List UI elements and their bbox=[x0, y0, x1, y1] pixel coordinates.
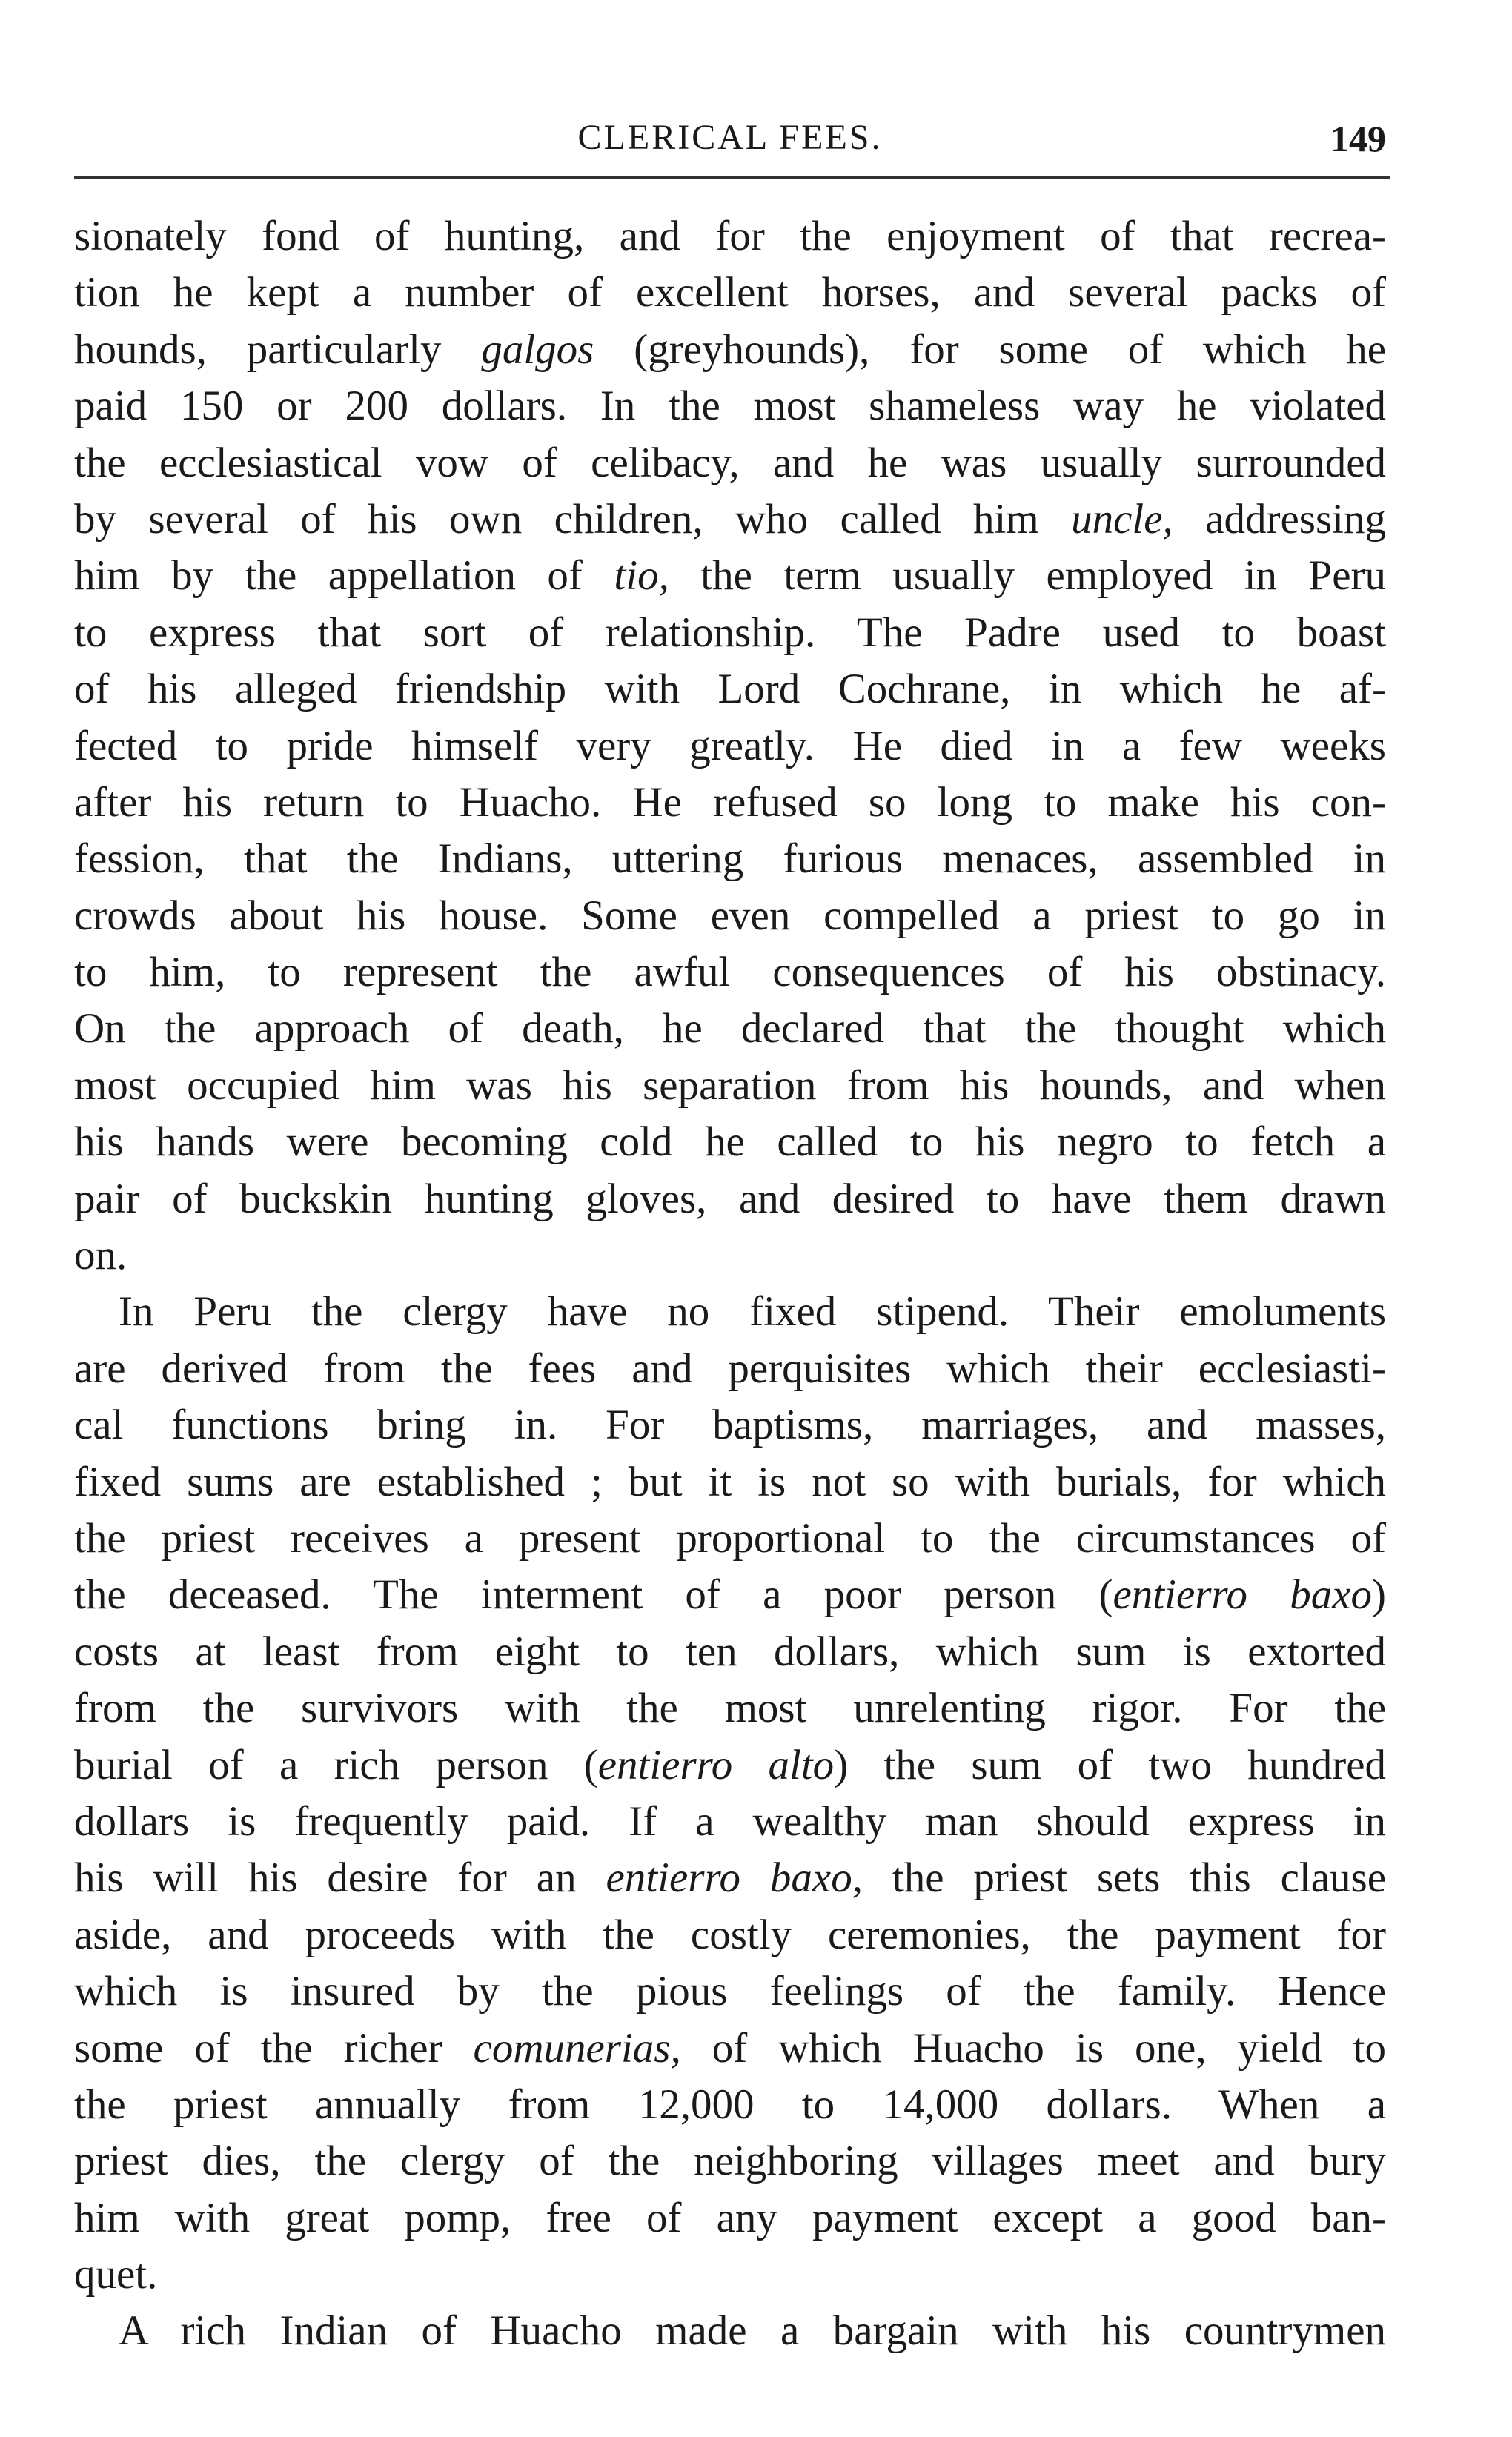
text-line bbox=[74, 1284, 1386, 1340]
text-line bbox=[74, 2190, 1386, 2247]
text-segment: of his alleged friendship with Lord Cochrane, in which he af- bbox=[74, 666, 1386, 713]
text-segment: to him, to represent the awful consequences of his obstinacy. bbox=[74, 949, 1386, 996]
text-segment: dollars is frequently paid. If a wealthy man should express in bbox=[74, 1797, 1386, 1845]
text-segment: sionately fond of hunting, and for the enjoyment of that recrea- bbox=[74, 213, 1386, 259]
text-line bbox=[74, 1511, 1386, 1567]
text-segment: cal functions bring in. For baptisms, marriages, and masses, bbox=[74, 1402, 1386, 1449]
text-line bbox=[74, 2247, 1386, 2303]
text-segment: to express that sort of relationship. The Padre used to boast bbox=[74, 609, 1386, 656]
text-line bbox=[74, 378, 1386, 434]
page-number: 149 bbox=[1330, 118, 1386, 159]
text-line bbox=[74, 1737, 1386, 1794]
text-segment: On the approach of death, he declared that the thought which bbox=[74, 1005, 1386, 1052]
text-segment: of which Huacho is one, yield to bbox=[680, 2024, 1386, 2072]
text-segment: ) bbox=[1372, 1571, 1386, 1619]
text-line bbox=[74, 1680, 1386, 1737]
text-line bbox=[74, 661, 1386, 717]
text-segment: tion he kept a number of excellent horses, and several packs of bbox=[74, 269, 1386, 316]
italic-term: entierro alto bbox=[597, 1741, 835, 1788]
text-segment: after his return to Huacho. He refused so long to make his con- bbox=[74, 778, 1386, 826]
text-line bbox=[74, 1624, 1386, 1680]
text-line bbox=[74, 1397, 1386, 1453]
header-rule bbox=[74, 176, 1390, 179]
text-line bbox=[74, 944, 1386, 1001]
text-segment: hounds, particularly bbox=[74, 325, 482, 373]
text-segment: fixed sums are established ; but it is not so with burials, for which bbox=[74, 1458, 1386, 1505]
italic-term: comunerias, bbox=[473, 2024, 681, 2072]
text-segment: on. bbox=[74, 1232, 127, 1279]
text-line bbox=[74, 1567, 1386, 1623]
text-line bbox=[74, 1963, 1386, 2020]
text-line bbox=[74, 1454, 1386, 1511]
text-line bbox=[74, 1114, 1386, 1170]
italic-term: entierro baxo bbox=[1113, 1571, 1372, 1619]
text-line bbox=[74, 718, 1386, 775]
text-segment: the deceased. The interment of a poor person ( bbox=[74, 1571, 1113, 1619]
text-segment: ) the sum of two hundred bbox=[834, 1741, 1386, 1788]
text-segment: the priest annually from 12,000 to 14,000 dollars. When a bbox=[74, 2080, 1386, 2128]
text-line bbox=[74, 1850, 1386, 1906]
text-segment: him by the appellation of bbox=[74, 552, 614, 600]
text-segment: some of the richer bbox=[74, 2024, 474, 2072]
text-segment: him with great pomp, free of any payment except a good ban- bbox=[74, 2194, 1386, 2241]
italic-term: entierro baxo, bbox=[606, 1854, 863, 1902]
text-segment: burial of a rich person ( bbox=[74, 1741, 598, 1788]
text-segment: costs at least from eight to ten dollars, which sum is extorted bbox=[74, 1628, 1386, 1675]
text-segment: the priest receives a present proportional to the circumstances of bbox=[74, 1514, 1386, 1562]
text-line bbox=[74, 831, 1386, 887]
text-segment: his will his desire for an bbox=[74, 1854, 606, 1902]
text-segment: aside, and proceeds with the costly ceremonies, the payment for bbox=[74, 1911, 1386, 1958]
text-line bbox=[74, 435, 1386, 491]
text-line bbox=[74, 1058, 1386, 1114]
text-line bbox=[74, 265, 1386, 321]
text-segment: pair of buckskin hunting gloves, and desired to have them drawn bbox=[74, 1175, 1386, 1222]
text-segment: In Peru the clergy have no fixed stipend. Their emoluments bbox=[119, 1288, 1386, 1336]
text-segment: by several of his own children, who called him bbox=[74, 495, 1072, 543]
text-line bbox=[74, 888, 1386, 944]
text-line bbox=[74, 1341, 1386, 1397]
text-line bbox=[74, 1001, 1386, 1057]
text-segment: priest dies, the clergy of the neighboring villages meet and bury bbox=[74, 2138, 1386, 2185]
italic-term: uncle, bbox=[1071, 495, 1173, 543]
text-segment: the priest sets this clause bbox=[862, 1854, 1387, 1902]
text-line bbox=[74, 775, 1386, 831]
page-header bbox=[74, 111, 1386, 163]
text-segment: paid 150 or 200 dollars. In the most shameless way he violated bbox=[74, 382, 1386, 430]
text-segment: most occupied him was his separation from his hounds, and when bbox=[74, 1061, 1386, 1109]
text-line bbox=[74, 2077, 1386, 2133]
running-title: CLERICAL FEES. bbox=[577, 118, 883, 157]
text-segment: his hands were becoming cold he called to his negro to fetch a bbox=[74, 1118, 1386, 1166]
text-segment: the ecclesiastical vow of celibacy, and he was usually surrounded bbox=[74, 439, 1386, 486]
text-line bbox=[74, 548, 1386, 604]
text-segment: (greyhounds), for some of which he bbox=[594, 325, 1386, 373]
text-line bbox=[74, 1907, 1386, 1963]
text-line bbox=[74, 605, 1386, 661]
text-segment: addressing bbox=[1173, 495, 1386, 543]
text-segment: which is insured by the pious feelings of the family. Hence bbox=[74, 1968, 1386, 2015]
text-line bbox=[74, 1227, 1386, 1284]
body-text bbox=[74, 208, 1386, 2360]
text-segment: from the survivors with the most unrelenting rigor. For the bbox=[74, 1685, 1386, 1732]
text-line bbox=[74, 2303, 1386, 2359]
text-line bbox=[74, 2020, 1386, 2077]
text-line bbox=[74, 1794, 1386, 1850]
text-segment: are derived from the fees and perquisites which their ecclesiasti- bbox=[74, 1345, 1386, 1392]
text-line bbox=[74, 1171, 1386, 1227]
text-segment: crowds about his house. Some even compelled a priest to go in bbox=[74, 892, 1386, 939]
italic-term: tio, bbox=[614, 552, 669, 600]
italic-term: galgos bbox=[481, 325, 594, 373]
text-segment: the term usually employed in Peru bbox=[669, 552, 1386, 600]
text-segment: A rich Indian of Huacho made a bargain with his countrymen bbox=[119, 2307, 1386, 2355]
text-line bbox=[74, 208, 1386, 265]
text-line bbox=[74, 491, 1386, 548]
text-segment: quet. bbox=[74, 2251, 158, 2298]
text-segment: fession, that the Indians, uttering furious menaces, assembled in bbox=[74, 835, 1386, 883]
text-segment: fected to pride himself very greatly. He died in a few weeks bbox=[74, 722, 1386, 769]
text-line bbox=[74, 322, 1386, 378]
text-line bbox=[74, 2133, 1386, 2189]
